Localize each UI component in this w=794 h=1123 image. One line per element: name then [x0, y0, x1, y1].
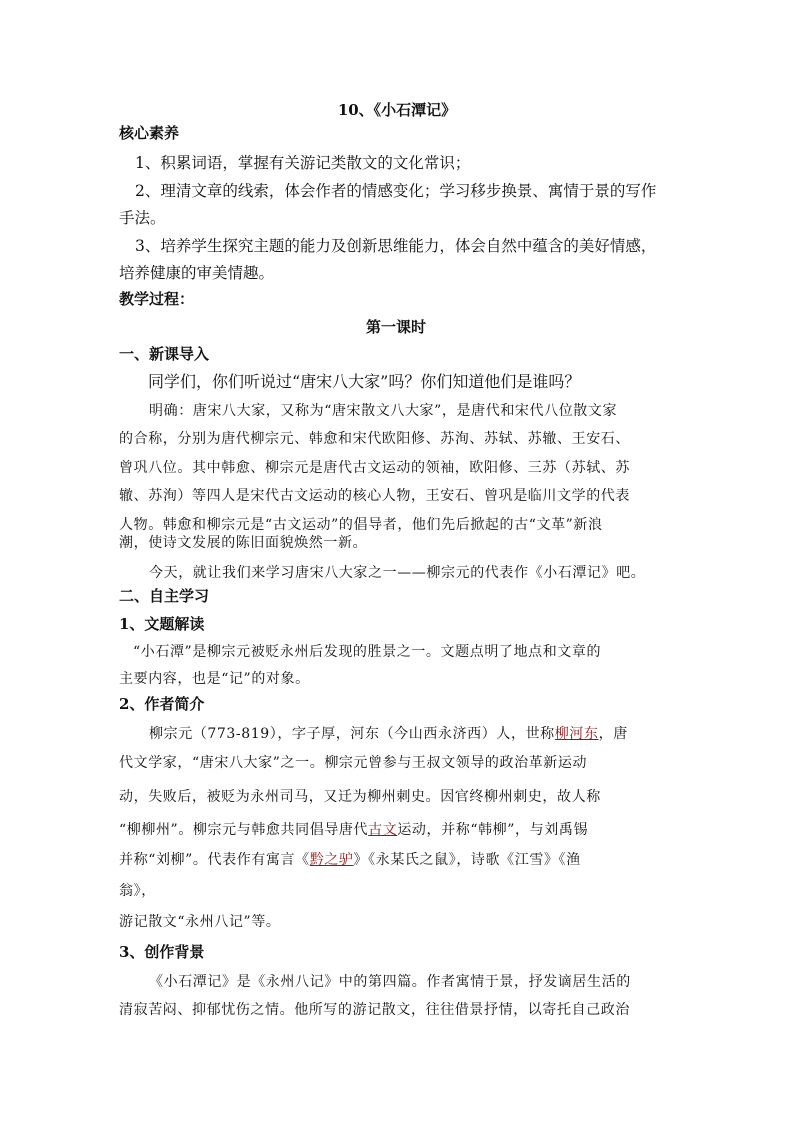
title-interpretation-line-2: 主要内容，也是“记”的对象。 — [119, 671, 310, 687]
author-line-2: 代文学家，“唐宋八大家”之一。柳宗元曾参与王叔文领导的政治革新运动 — [119, 755, 588, 771]
answer-line-5: 人物。韩愈和柳宗元是“古文运动”的倡导者，他们先后掀起的古“文革”新浪 — [119, 517, 603, 533]
title-interpretation-heading: 1、文题解读 — [119, 615, 205, 633]
author-line-4 — [119, 823, 588, 837]
author-line-4-text: “柳柳州”。柳宗元与韩愈共同倡导唐代 — [119, 822, 369, 838]
author-intro-heading: 2、作者简介 — [119, 695, 205, 713]
lesson-title: 第一课时 — [366, 318, 427, 336]
core-item-3-line-2: 培养健康的审美情趣。 — [119, 264, 275, 282]
author-line-3: 动，失败后，被贬为永州司马，又迁为柳州刺史。因官终柳州刺史，故人称 — [119, 789, 601, 805]
core-literacy-heading: 核心素养 — [119, 124, 180, 142]
qian-zhi-lv-link[interactable]: 黔之驴 — [309, 852, 354, 868]
section-1-heading: 一、新课导入 — [119, 345, 210, 363]
answer-line-6: 潮，使诗文发展的陈旧面貌焕然一新。 — [119, 535, 368, 551]
intro-question: 同学们，你们听说过“唐宋八大家”吗？你们知道他们是谁吗？ — [148, 372, 581, 391]
author-line-4-tail: 运动，并称“韩柳”，与刘禹锡 — [397, 822, 589, 838]
background-line-1: 《小石潭记》是《永州八记》中的第四篇。作者寓情于景，抒发谪居生活的 — [149, 974, 631, 990]
core-item-3-line-1: 3、培养学生探究主题的能力及创新思维能力，体会自然中蕴含的美好情感， — [135, 237, 657, 255]
author-line-5-text: 并称“刘柳”。代表作有寓言《 — [119, 852, 310, 868]
author-line-7: 游记散文“永州八记”等。 — [119, 914, 281, 930]
title-interpretation-line-1: “小石潭”是柳宗元被贬永州后发现的胜景之一。文题点明了地点和文章的 — [133, 644, 602, 660]
author-line-1-tail: ，唐 — [598, 726, 628, 742]
answer-line-3: 曾巩八位。其中韩愈、柳宗元是唐代古文运动的领袖，欧阳修、三苏（苏轼、苏 — [119, 460, 630, 476]
background-line-2: 清寂苦闷、抑郁忧伤之情。他所写的游记散文，往往借景抒情，以寄托自己政治 — [119, 1002, 630, 1018]
guwen-link[interactable]: 古文 — [368, 822, 398, 838]
teaching-process-heading: 教学过程： — [119, 290, 195, 308]
document-title: 10、《小石潭记》 — [337, 101, 457, 119]
author-line-5 — [119, 853, 581, 867]
author-line-1-text: 柳宗元（773-819），字子厚，河东（今山西永济西）人，世称 — [149, 726, 555, 742]
background-heading: 3、创作背景 — [119, 943, 205, 961]
core-item-2-line-1: 2、理清文章的线索，体会作者的情感变化；学习移步换景、寓情于景的写作 — [135, 182, 657, 200]
today-line: 今天，就让我们来学习唐宋八大家之一——柳宗元的代表作《小石潭记》吧。 — [149, 565, 646, 581]
author-line-5-tail: 》《永某氏之鼠》，诗歌《江雪》《渔 — [353, 852, 581, 868]
liu-hedong-link[interactable]: 柳河东 — [554, 726, 599, 742]
answer-line-4: 辙、苏洵）等四人是宋代古文运动的核心人物，王安石、曾巩是临川文学的代表 — [119, 488, 630, 504]
author-line-1 — [149, 727, 628, 741]
core-item-2-line-2: 手法。 — [119, 209, 166, 227]
core-item-1: 1、积累词语，掌握有关游记类散文的文化常识； — [135, 154, 471, 172]
answer-line-1: 明确：唐宋八大家，又称为“唐宋散文八大家”，是唐代和宋代八位散文家 — [149, 403, 618, 419]
author-line-6: 翁》， — [119, 883, 156, 899]
section-2-heading: 二、自主学习 — [119, 587, 210, 605]
answer-line-2: 的合称，分别为唐代柳宗元、韩愈和宋代欧阳修、苏洵、苏轼、苏辙、王安石、 — [119, 431, 630, 447]
